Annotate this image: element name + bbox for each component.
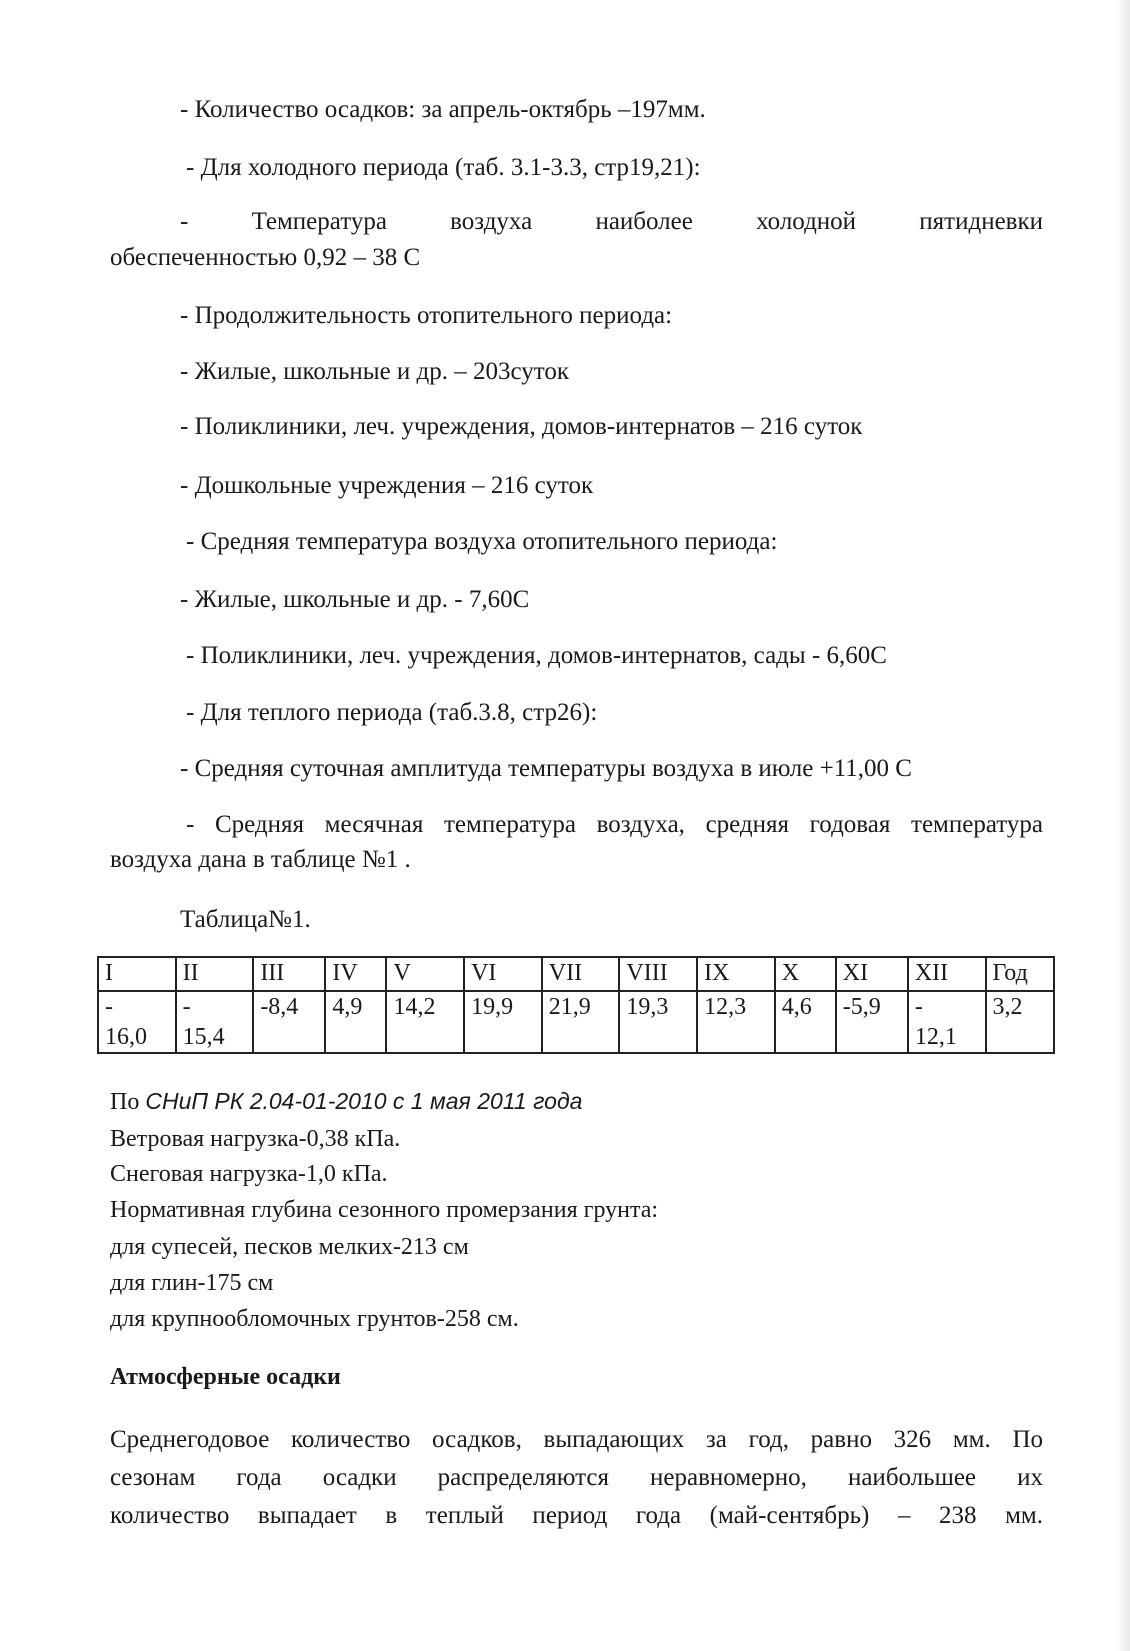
cold-period-line: - Для холодного периода (таб. 3.1-3.3, стр19,21): (186, 154, 701, 181)
table-caption: Таблица№1. (180, 906, 311, 933)
table-cell: 4,6 (775, 991, 836, 1053)
snip-standard: СНиП РК 2.04-01-2010 с 1 мая 2011 года (145, 1088, 583, 1114)
frost-coarse: для крупнообломочных грунтов-258 см. (110, 1306, 519, 1332)
month-header: IX (697, 957, 775, 991)
monthly-line-1: - Средняя месячная температура воздуха, средняя годовая температура (186, 811, 1043, 838)
clinics-temp-line: - Поликлиники, леч. учреждения, домов-интернатов, сады - 6,60С (186, 642, 887, 669)
warm-period-line: - Для теплого периода (таб.3.8, стр26): (186, 699, 598, 726)
table-cell: 4,9 (325, 991, 386, 1053)
heating-duration-line: - Продолжительность отопительного периода: (180, 302, 673, 329)
table-values-row (98, 991, 1054, 1053)
frost-clay: для глин-175 см (110, 1270, 274, 1296)
month-header: I (98, 957, 176, 991)
table-header-row (98, 957, 1054, 991)
table-cell: 14,2 (386, 991, 464, 1053)
snip-reference (110, 1083, 582, 1120)
amplitude-line: - Средняя суточная амплитуда температуры воздуха в июле +11,00 С (180, 755, 912, 782)
month-header: II (176, 957, 254, 991)
monthly-temperature-table (97, 956, 1055, 1054)
avg-heating-temp-line: - Средняя температура воздуха отопительного периода: (186, 528, 778, 555)
precip-paragraph-line-3: количество выпадает в теплый период года (май-сентябрь) – 238 мм. (110, 1502, 1043, 1529)
table-cell: 3,2 (986, 991, 1055, 1053)
month-header: X (775, 957, 836, 991)
month-header: V (386, 957, 464, 991)
month-header: VII (542, 957, 620, 991)
snip-prefix: По (110, 1089, 146, 1115)
frost-depth: Нормативная глубина сезонного промерзания грунта: (110, 1197, 659, 1223)
clinics-line: - Поликлиники, леч. учреждения, домов-интернатов – 216 суток (180, 413, 863, 440)
temp-line-2: обеспеченностью 0,92 – 38 С (110, 244, 421, 271)
preschool-line: - Дошкольные учреждения – 216 суток (180, 472, 594, 499)
table-cell: -5,9 (836, 991, 908, 1053)
month-header: XII (908, 957, 986, 991)
residential-temp-line: - Жилые, школьные и др. - 7,60С (180, 586, 530, 613)
section-heading: Атмосферные осадки (110, 1364, 341, 1390)
precip-paragraph-line-1: Среднегодовое количество осадков, выпадающих за год, равно 326 мм. По (110, 1426, 1043, 1453)
page-edge-shadow (1116, 0, 1130, 1651)
table-cell: 19,9 (464, 991, 542, 1053)
month-header: III (253, 957, 325, 991)
table-cell: 19,3 (619, 991, 697, 1053)
table-cell: 12,3 (697, 991, 775, 1053)
snow-load: Снеговая нагрузка-1,0 кПа. (110, 1161, 388, 1187)
table-cell: - 15,4 (176, 991, 254, 1053)
precip-line: - Количество осадков: за апрель-октябрь –197мм. (180, 96, 706, 123)
month-header: VI (464, 957, 542, 991)
residential-line: - Жилые, школьные и др. – 203суток (180, 358, 570, 385)
year-header: Год (986, 957, 1055, 991)
wind-load: Ветровая нагрузка-0,38 кПа. (110, 1126, 401, 1152)
month-header: VIII (619, 957, 697, 991)
temp-line-1: - Температура воздуха наиболее холодной пятидневки (180, 208, 1043, 235)
table-cell: 21,9 (542, 991, 620, 1053)
frost-sand: для супесей, песков мелких-213 см (110, 1234, 469, 1260)
table-cell: - 12,1 (908, 991, 986, 1053)
month-header: XI (836, 957, 908, 991)
table-cell: -8,4 (253, 991, 325, 1053)
precip-paragraph-line-2: сезонам года осадки распределяются неравномерно, наибольшее их (110, 1464, 1043, 1491)
monthly-line-2: воздуха дана в таблице №1 . (110, 846, 411, 873)
table-cell: - 16,0 (98, 991, 176, 1053)
month-header: IV (325, 957, 386, 991)
